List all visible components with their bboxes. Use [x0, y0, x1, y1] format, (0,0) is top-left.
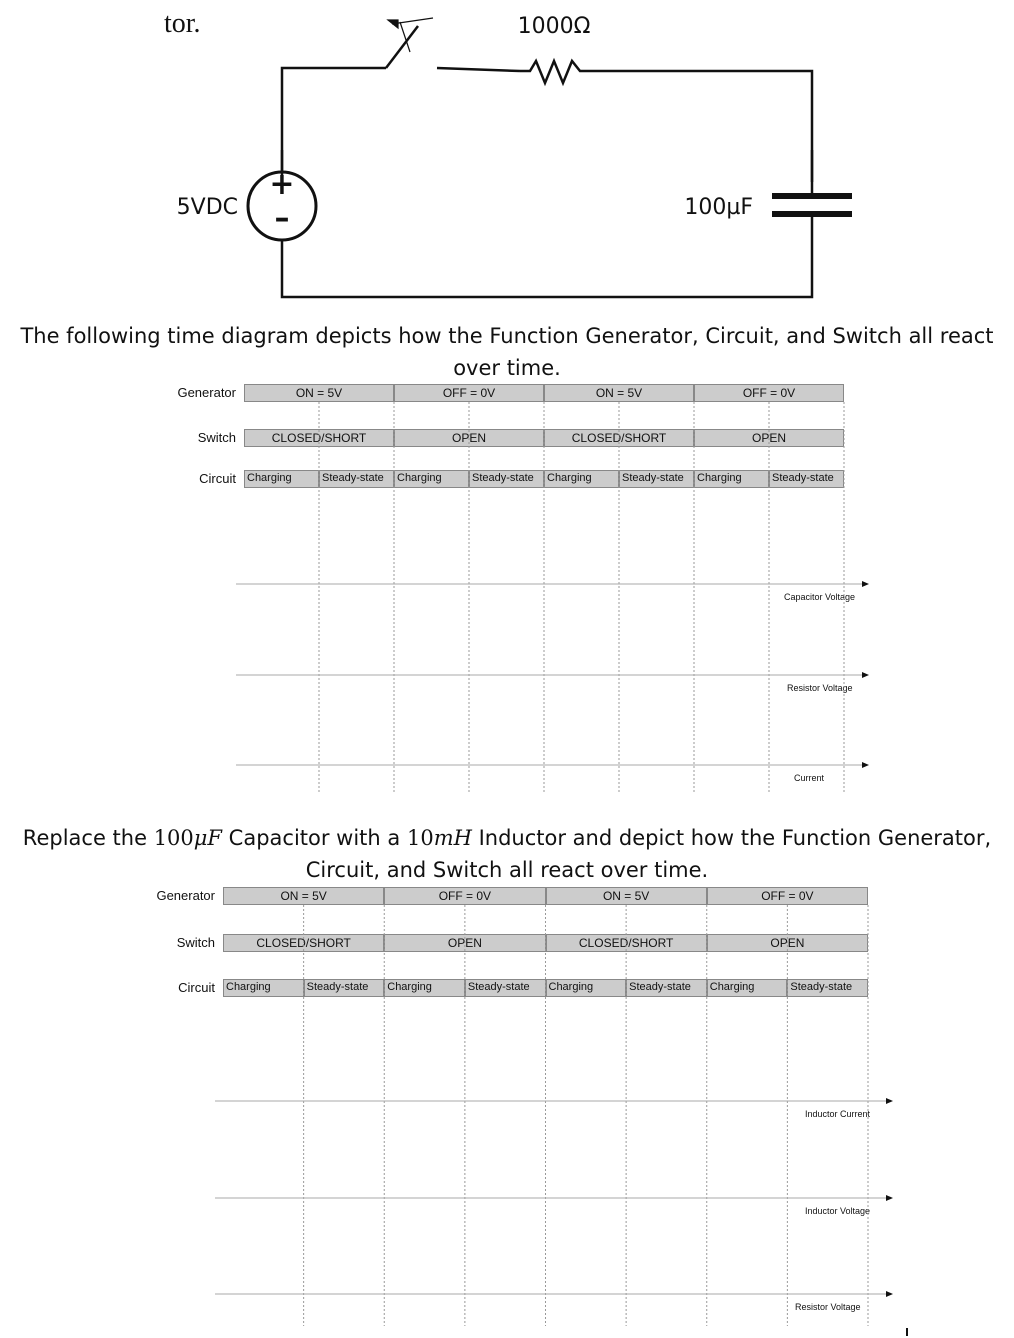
generator-cell: OFF = 0V — [694, 384, 844, 402]
circuit-state-cell: Charging — [544, 470, 619, 488]
switch-cell: CLOSED/SHORT — [544, 429, 694, 447]
circuit-state-cell: Charging — [546, 979, 627, 997]
generator-cell: ON = 5V — [223, 887, 384, 905]
switch-blade — [386, 26, 418, 68]
switch-cell: OPEN — [384, 934, 545, 952]
diagram2-intro-line2: Circuit, and Switch all react over time. — [305, 858, 709, 882]
source-minus-sign: – — [274, 201, 290, 236]
stray-mark — [906, 1328, 908, 1336]
axis-label: Resistor Voltage — [795, 1302, 861, 1312]
generator-cell: ON = 5V — [244, 384, 394, 402]
switch-cell: CLOSED/SHORT — [223, 934, 384, 952]
generator-cell: OFF = 0V — [384, 887, 545, 905]
axis-arrow-icon — [862, 581, 869, 587]
wire-bottom — [282, 240, 812, 297]
axis-arrow-icon — [886, 1291, 893, 1297]
row-label-switch: Switch — [197, 430, 236, 445]
axis-label: Capacitor Voltage — [784, 592, 856, 602]
resistor-label: 1000Ω — [517, 14, 591, 39]
circuit-state-cell: Steady-state — [626, 979, 707, 997]
circuit-state-cell: Steady-state — [469, 470, 544, 488]
cropped-heading-fragment: tor. — [164, 8, 201, 39]
axis-label: Inductor Voltage — [805, 1206, 871, 1216]
switch-cell: CLOSED/SHORT — [244, 429, 394, 447]
row-label-generator: Generator — [156, 888, 215, 903]
circuit-state-cell: Charging — [394, 470, 469, 488]
circuit-state-cell: Charging — [244, 470, 319, 488]
row-label-switch: Switch — [176, 935, 215, 950]
generator-cell: OFF = 0V — [707, 887, 868, 905]
rc-circuit-schematic — [0, 0, 1014, 310]
circuit-state-cell: Charging — [707, 979, 788, 997]
circuit-state-cell: Steady-state — [319, 470, 394, 488]
circuit-state-cell: Steady-state — [787, 979, 868, 997]
row-label-generator: Generator — [177, 385, 236, 400]
circuit-state-cell: Steady-state — [304, 979, 385, 997]
circuit-state-cell: Steady-state — [465, 979, 546, 997]
switch-cell: CLOSED/SHORT — [546, 934, 707, 952]
axis-arrow-icon — [886, 1098, 893, 1104]
circuit-state-cell: Charging — [384, 979, 465, 997]
axis-label: Current — [794, 773, 825, 783]
resistor-zigzag — [520, 61, 600, 83]
switch-cell: OPEN — [694, 429, 844, 447]
circuit-state-cell: Steady-state — [769, 470, 844, 488]
circuit-state-cell: Steady-state — [619, 470, 694, 488]
circuit-state-cell: Charging — [223, 979, 304, 997]
capacitor-label: 100µF — [684, 195, 753, 220]
row-label-circuit: Circuit — [178, 980, 215, 995]
source-label: 5VDC — [176, 195, 238, 220]
diagram1-intro-line1: The following time diagram depicts how the Function Generator, Circuit, and Switch all react — [20, 324, 994, 348]
row-label-circuit: Circuit — [199, 471, 236, 486]
switch-cell: OPEN — [394, 429, 544, 447]
generator-cell: OFF = 0V — [394, 384, 544, 402]
wire-left-top — [282, 68, 386, 180]
wire-top-right — [600, 71, 812, 182]
generator-cell: ON = 5V — [546, 887, 707, 905]
circuit-state-cell: Charging — [694, 470, 769, 488]
axis-arrow-icon — [886, 1195, 893, 1201]
axis-label: Inductor Current — [805, 1109, 871, 1119]
axis-arrow-icon — [862, 762, 869, 768]
axis-arrow-icon — [862, 672, 869, 678]
axis-label: Resistor Voltage — [787, 683, 853, 693]
generator-cell: ON = 5V — [544, 384, 694, 402]
wire-switch-resistor — [437, 68, 520, 71]
diagram2-intro-line1: Replace the 100μF Capacitor with a 10mH Inductor and depict how the Function Generator, — [22, 826, 992, 850]
diagram1-intro-line2: over time. — [453, 356, 561, 380]
source-plus-sign: + — [269, 167, 295, 202]
switch-cell: OPEN — [707, 934, 868, 952]
